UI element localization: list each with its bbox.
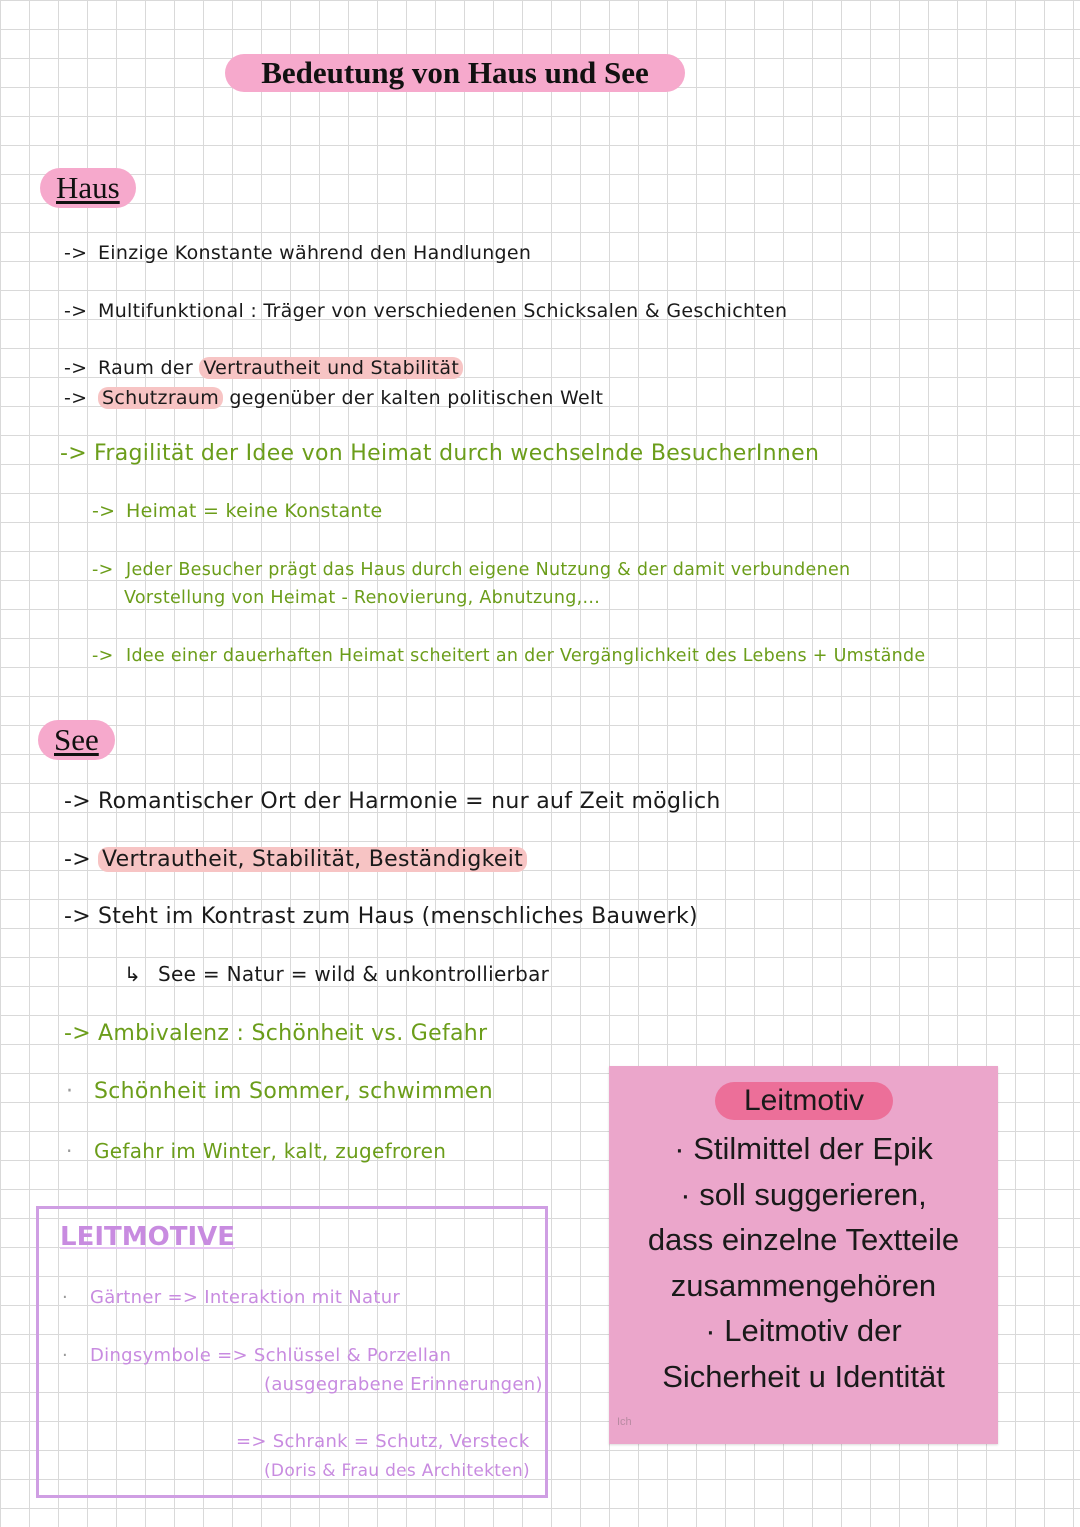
bullet-icon: ·: [62, 1287, 69, 1308]
leitmotive-item-2: · Dingsymbole => Schlüssel & Porzellan: [62, 1345, 452, 1366]
see-line-6: · Schönheit im Sommer, schwimmen: [66, 1079, 493, 1104]
corner-arrow-icon: ↳: [124, 962, 142, 986]
see-line-5: -> Ambivalenz : Schönheit vs. Gefahr: [64, 1021, 488, 1046]
arrow-icon: ->: [64, 387, 88, 409]
see-line-2: [64, 847, 527, 872]
note-line-5: · Leitmotiv der: [705, 1313, 902, 1348]
leitmotive-title: LEITMOTIVE: [60, 1222, 236, 1252]
haus-line-2: -> Multifunktional : Träger von verschiedenen Schicksalen & Geschichten: [64, 300, 788, 322]
note-text: [609, 1126, 998, 1399]
page-title: Bedeutung von Haus und See: [225, 54, 685, 92]
arrow-icon: ->: [92, 646, 114, 666]
haus-line-7a: -> Jeder Besucher prägt das Haus durch eigene Nutzung & der damit verbundenen: [92, 560, 851, 580]
haus-line-3: -> Raum der Vertrautheit und Stabilität: [64, 357, 463, 379]
note-heading: Leitmotiv: [715, 1082, 893, 1120]
note-line-4: zusammengehören: [670, 1267, 937, 1303]
arrow-icon: ->: [64, 847, 91, 872]
haus-line-7b: Vorstellung von Heimat - Renovierung, Abnutzung,...: [124, 588, 601, 608]
arrow-icon: ->: [64, 300, 88, 322]
arrow-icon: ->: [92, 500, 116, 522]
haus-line-4: -> Schutzraum gegenüber der kalten politischen Welt: [64, 387, 604, 409]
note-footer: Ich: [617, 1416, 632, 1428]
leitmotive-item-3b: (Doris & Frau des Architekten): [264, 1461, 530, 1481]
section-heading-see: See: [38, 720, 115, 760]
arrow-icon: ->: [60, 441, 87, 466]
arrow-icon: ->: [64, 357, 88, 379]
haus-line-6: -> Heimat = keine Konstante: [92, 500, 383, 522]
leitmotive-item-3: => Schrank = Schutz, Versteck: [236, 1431, 530, 1452]
see-line-4: ↳ See = Natur = wild & unkontrollierbar: [124, 962, 550, 986]
arrow-icon: ->: [64, 242, 88, 264]
note-line-2: · soll suggerieren,: [680, 1176, 927, 1212]
bullet-icon: ·: [66, 1079, 74, 1104]
haus-line-8: -> Idee einer dauerhaften Heimat scheitert an der Vergänglichkeit des Lebens + Umstände: [92, 646, 926, 666]
haus-line-5: -> Fragilität der Idee von Heimat durch wechselnde BesucherInnen: [60, 441, 820, 466]
highlight: Schutzraum: [98, 387, 223, 409]
see-line-7: · Gefahr im Winter, kalt, zugefroren: [66, 1139, 447, 1163]
arrow-icon: ->: [64, 904, 91, 929]
leitmotive-item-1: · Gärtner => Interaktion mit Natur: [62, 1287, 401, 1308]
see-line-3: -> Steht im Kontrast zum Haus (menschliches Bauwerk): [64, 904, 698, 929]
note-line-6: Sicherheit u Identität: [662, 1358, 945, 1394]
leitmotiv-note: [609, 1066, 998, 1444]
arrow-icon: ->: [64, 1021, 91, 1046]
arrow-icon: ->: [64, 789, 91, 814]
highlight: Vertrautheit, Stabilität, Beständigkeit: [98, 847, 527, 872]
see-line-1: -> Romantischer Ort der Harmonie = nur auf Zeit möglich: [64, 789, 721, 814]
arrow-icon: ->: [92, 560, 114, 580]
highlight: Vertrautheit und Stabilität: [199, 357, 463, 379]
bullet-icon: ·: [66, 1139, 73, 1163]
note-line-1: · Stilmittel der Epik: [674, 1131, 933, 1166]
haus-line-1: -> Einzige Konstante während den Handlungen: [64, 242, 532, 264]
bullet-icon: ·: [62, 1345, 69, 1366]
section-heading-haus: Haus: [40, 168, 136, 208]
note-line-3: dass einzelne Textteile: [647, 1222, 960, 1257]
leitmotive-item-2b: (ausgegrabene Erinnerungen): [264, 1374, 543, 1395]
